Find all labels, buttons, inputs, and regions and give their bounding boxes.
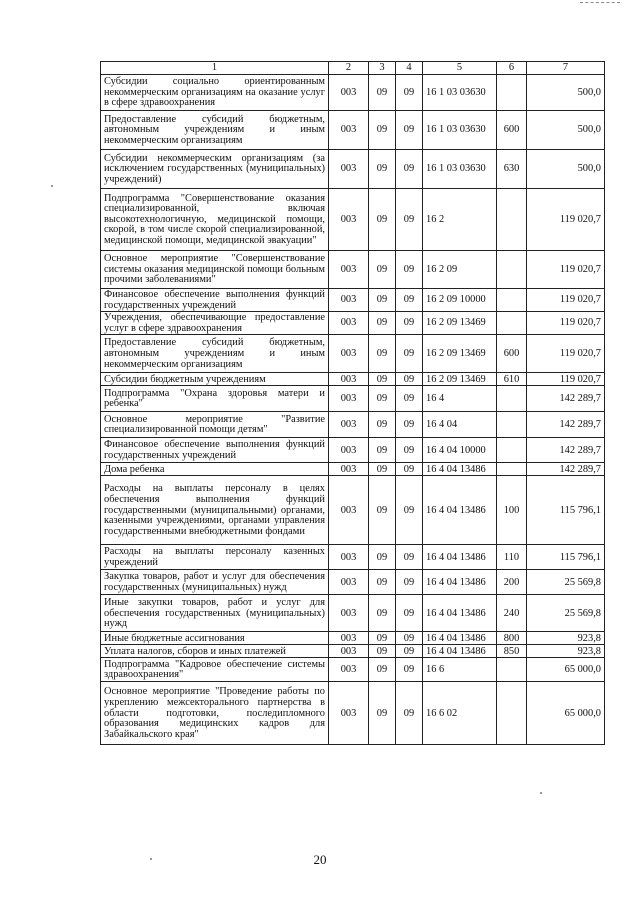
row-expense-type-cell: [497, 312, 527, 335]
row-amount-cell: 119 020,7: [527, 312, 605, 335]
row-section-cell: 09: [369, 682, 396, 745]
row-section-cell: 09: [369, 150, 396, 189]
row-subsection-cell: 09: [396, 111, 423, 150]
row-amount-cell: 115 796,1: [527, 476, 605, 545]
row-subsection-cell: 09: [396, 545, 423, 570]
row-name-cell: Расходы на выплаты персоналу казенных учреждений: [101, 545, 329, 570]
row-section-cell: 09: [369, 632, 396, 645]
table-row: [101, 412, 605, 438]
row-code-admin-cell: 003: [329, 75, 369, 111]
row-subsection-cell: 09: [396, 682, 423, 745]
row-section-cell: 09: [369, 570, 396, 595]
table-row: [101, 312, 605, 335]
row-code-admin-cell: 003: [329, 658, 369, 682]
table-row: [101, 438, 605, 463]
header-cell-3: 3: [369, 62, 396, 75]
row-expense-type-cell: 610: [497, 373, 527, 386]
row-name-cell: Подпрограмма "Совершенствование оказания специализированной, включая высокотехнологичную, медицинской помощи, скорой, в том числе скорой специализированной, медицинской помощи, медицинской эвакуации": [101, 189, 329, 251]
row-expense-type-cell: [497, 75, 527, 111]
row-target-article-cell: 16 2 09: [423, 251, 497, 289]
row-name-cell: Финансовое обеспечение выполнения функций государственных учреждений: [101, 289, 329, 312]
row-subsection-cell: 09: [396, 335, 423, 373]
page-number: 20: [313, 852, 327, 867]
row-name-cell: Субсидии некоммерческим организациям (за исключением государственных (муниципальных) учреждений): [101, 150, 329, 189]
row-code-admin-cell: 003: [329, 373, 369, 386]
row-target-article-cell: 16 6 02: [423, 682, 497, 745]
row-code-admin-cell: 003: [329, 595, 369, 632]
scan-mark: [580, 2, 620, 4]
row-code-admin-cell: 003: [329, 111, 369, 150]
row-subsection-cell: 09: [396, 289, 423, 312]
row-name-cell: Субсидии бюджетным учреждениям: [101, 373, 329, 386]
scan-speck: [150, 858, 152, 860]
budget-table: [100, 61, 605, 745]
row-subsection-cell: 09: [396, 373, 423, 386]
row-section-cell: 09: [369, 545, 396, 570]
table-row: [101, 545, 605, 570]
table-row: [101, 75, 605, 111]
row-amount-cell: 142 289,7: [527, 438, 605, 463]
scan-speck: [51, 185, 53, 187]
row-amount-cell: 142 289,7: [527, 412, 605, 438]
row-section-cell: 09: [369, 335, 396, 373]
header-cell-7: 7: [527, 62, 605, 75]
table-row: [101, 570, 605, 595]
row-expense-type-cell: 100: [497, 476, 527, 545]
row-code-admin-cell: 003: [329, 312, 369, 335]
header-cell-5: 5: [423, 62, 497, 75]
row-expense-type-cell: 850: [497, 645, 527, 658]
row-amount-cell: 119 020,7: [527, 373, 605, 386]
row-amount-cell: 500,0: [527, 75, 605, 111]
row-target-article-cell: 16 4 04 13486: [423, 595, 497, 632]
row-amount-cell: 119 020,7: [527, 189, 605, 251]
row-expense-type-cell: 200: [497, 570, 527, 595]
row-subsection-cell: 09: [396, 463, 423, 476]
row-name-cell: Основное мероприятие "Совершенствование системы оказания медицинской помощи больным прочими заболеваниями": [101, 251, 329, 289]
row-name-cell: Иные закупки товаров, работ и услуг для обеспечения государственных (муниципальных) нужд: [101, 595, 329, 632]
table-row: [101, 476, 605, 545]
header-cell-4: 4: [396, 62, 423, 75]
header-cell-2: 2: [329, 62, 369, 75]
row-expense-type-cell: [497, 463, 527, 476]
row-target-article-cell: 16 4 04 10000: [423, 438, 497, 463]
table-row: [101, 189, 605, 251]
row-name-cell: Предоставление субсидий бюджетным, автономным учреждениям и иным некоммерческим организациям: [101, 335, 329, 373]
row-amount-cell: 119 020,7: [527, 335, 605, 373]
row-amount-cell: 65 000,0: [527, 682, 605, 745]
table-row: [101, 251, 605, 289]
row-section-cell: 09: [369, 189, 396, 251]
row-code-admin-cell: 003: [329, 412, 369, 438]
row-name-cell: Иные бюджетные ассигнования: [101, 632, 329, 645]
row-name-cell: Дома ребенка: [101, 463, 329, 476]
row-amount-cell: 119 020,7: [527, 289, 605, 312]
row-target-article-cell: 16 4 04 13486: [423, 463, 497, 476]
row-section-cell: 09: [369, 463, 396, 476]
table-row: [101, 335, 605, 373]
row-target-article-cell: 16 4 04: [423, 412, 497, 438]
row-target-article-cell: 16 4 04 13486: [423, 545, 497, 570]
row-name-cell: Учреждения, обеспечивающие предоставление услуг в сфере здравоохранения: [101, 312, 329, 335]
table-row: [101, 373, 605, 386]
row-target-article-cell: 16 4 04 13486: [423, 632, 497, 645]
row-expense-type-cell: [497, 658, 527, 682]
row-section-cell: 09: [369, 111, 396, 150]
row-target-article-cell: 16 2 09 13469: [423, 373, 497, 386]
row-expense-type-cell: [497, 386, 527, 412]
row-code-admin-cell: 003: [329, 289, 369, 312]
row-subsection-cell: 09: [396, 189, 423, 251]
row-subsection-cell: 09: [396, 632, 423, 645]
row-code-admin-cell: 003: [329, 386, 369, 412]
row-code-admin-cell: 003: [329, 645, 369, 658]
table-header-row: [101, 62, 605, 75]
row-section-cell: 09: [369, 251, 396, 289]
row-name-cell: Субсидии социально ориентированным некоммерческим организациям на оказание услуг в сфере здравоохранения: [101, 75, 329, 111]
row-section-cell: 09: [369, 645, 396, 658]
row-expense-type-cell: 630: [497, 150, 527, 189]
row-subsection-cell: 09: [396, 595, 423, 632]
row-target-article-cell: 16 4: [423, 386, 497, 412]
row-code-admin-cell: 003: [329, 545, 369, 570]
row-amount-cell: 500,0: [527, 111, 605, 150]
row-expense-type-cell: 600: [497, 111, 527, 150]
row-expense-type-cell: [497, 682, 527, 745]
row-subsection-cell: 09: [396, 251, 423, 289]
row-section-cell: 09: [369, 438, 396, 463]
table-row: [101, 289, 605, 312]
row-target-article-cell: 16 1 03 03630: [423, 150, 497, 189]
row-amount-cell: 923,8: [527, 632, 605, 645]
row-subsection-cell: 09: [396, 75, 423, 111]
row-expense-type-cell: 600: [497, 335, 527, 373]
row-amount-cell: 142 289,7: [527, 463, 605, 476]
table-row: [101, 150, 605, 189]
row-code-admin-cell: 003: [329, 682, 369, 745]
table-row: [101, 595, 605, 632]
row-section-cell: 09: [369, 75, 396, 111]
row-expense-type-cell: 110: [497, 545, 527, 570]
row-name-cell: Закупка товаров, работ и услуг для обеспечения государственных (муниципальных) нужд: [101, 570, 329, 595]
row-expense-type-cell: [497, 412, 527, 438]
row-target-article-cell: 16 2 09 13469: [423, 312, 497, 335]
row-subsection-cell: 09: [396, 312, 423, 335]
row-subsection-cell: 09: [396, 412, 423, 438]
row-amount-cell: 25 569,8: [527, 595, 605, 632]
row-section-cell: 09: [369, 312, 396, 335]
row-target-article-cell: 16 4 04 13486: [423, 570, 497, 595]
header-cell-1: 1: [101, 62, 329, 75]
row-code-admin-cell: 003: [329, 150, 369, 189]
row-amount-cell: 923,8: [527, 645, 605, 658]
row-subsection-cell: 09: [396, 386, 423, 412]
row-expense-type-cell: [497, 438, 527, 463]
row-subsection-cell: 09: [396, 658, 423, 682]
row-target-article-cell: 16 2: [423, 189, 497, 251]
row-code-admin-cell: 003: [329, 476, 369, 545]
row-code-admin-cell: 003: [329, 570, 369, 595]
row-code-admin-cell: 003: [329, 189, 369, 251]
row-code-admin-cell: 003: [329, 438, 369, 463]
row-expense-type-cell: [497, 189, 527, 251]
row-code-admin-cell: 003: [329, 632, 369, 645]
row-section-cell: 09: [369, 386, 396, 412]
row-section-cell: 09: [369, 595, 396, 632]
row-amount-cell: 25 569,8: [527, 570, 605, 595]
row-target-article-cell: 16 4 04 13486: [423, 645, 497, 658]
row-section-cell: 09: [369, 658, 396, 682]
row-name-cell: Предоставление субсидий бюджетным, автономным учреждениям и иным некоммерческим организациям: [101, 111, 329, 150]
row-amount-cell: 119 020,7: [527, 251, 605, 289]
row-target-article-cell: 16 1 03 03630: [423, 111, 497, 150]
row-section-cell: 09: [369, 289, 396, 312]
row-name-cell: Расходы на выплаты персоналу в целях обеспечения выполнения функций государственными (муниципальными) органами, казенными учреждениями, органами управления государственными внебюджетными фондами: [101, 476, 329, 545]
row-amount-cell: 142 289,7: [527, 386, 605, 412]
row-amount-cell: 65 000,0: [527, 658, 605, 682]
row-name-cell: Подпрограмма "Охрана здоровья матери и ребенка": [101, 386, 329, 412]
table-row: [101, 386, 605, 412]
row-code-admin-cell: 003: [329, 251, 369, 289]
row-subsection-cell: 09: [396, 570, 423, 595]
row-expense-type-cell: 800: [497, 632, 527, 645]
row-subsection-cell: 09: [396, 438, 423, 463]
row-expense-type-cell: [497, 289, 527, 312]
table-row: [101, 463, 605, 476]
row-target-article-cell: 16 6: [423, 658, 497, 682]
row-target-article-cell: 16 4 04 13486: [423, 476, 497, 545]
row-amount-cell: 500,0: [527, 150, 605, 189]
row-subsection-cell: 09: [396, 476, 423, 545]
row-section-cell: 09: [369, 476, 396, 545]
row-name-cell: Финансовое обеспечение выполнения функций государственных учреждений: [101, 438, 329, 463]
row-target-article-cell: 16 2 09 13469: [423, 335, 497, 373]
table-row: [101, 658, 605, 682]
row-name-cell: Основное мероприятие "Развитие специализированной помощи детям": [101, 412, 329, 438]
row-subsection-cell: 09: [396, 150, 423, 189]
row-subsection-cell: 09: [396, 645, 423, 658]
table-row: [101, 682, 605, 745]
row-section-cell: 09: [369, 412, 396, 438]
row-name-cell: Подпрограмма "Кадровое обеспечение системы здравоохранения": [101, 658, 329, 682]
row-expense-type-cell: [497, 251, 527, 289]
row-target-article-cell: 16 2 09 10000: [423, 289, 497, 312]
row-target-article-cell: 16 1 03 03630: [423, 75, 497, 111]
row-code-admin-cell: 003: [329, 463, 369, 476]
table-row: [101, 645, 605, 658]
table-row: [101, 632, 605, 645]
row-section-cell: 09: [369, 373, 396, 386]
row-code-admin-cell: 003: [329, 335, 369, 373]
scan-speck: [540, 792, 542, 794]
table-row: [101, 111, 605, 150]
row-name-cell: Основное мероприятие "Проведение работы по укреплению межсекторального партнерства в области подготовки, последипломного образования медицинских кадров для Забайкальского края": [101, 682, 329, 745]
row-name-cell: Уплата налогов, сборов и иных платежей: [101, 645, 329, 658]
row-amount-cell: 115 796,1: [527, 545, 605, 570]
header-cell-6: 6: [497, 62, 527, 75]
row-expense-type-cell: 240: [497, 595, 527, 632]
